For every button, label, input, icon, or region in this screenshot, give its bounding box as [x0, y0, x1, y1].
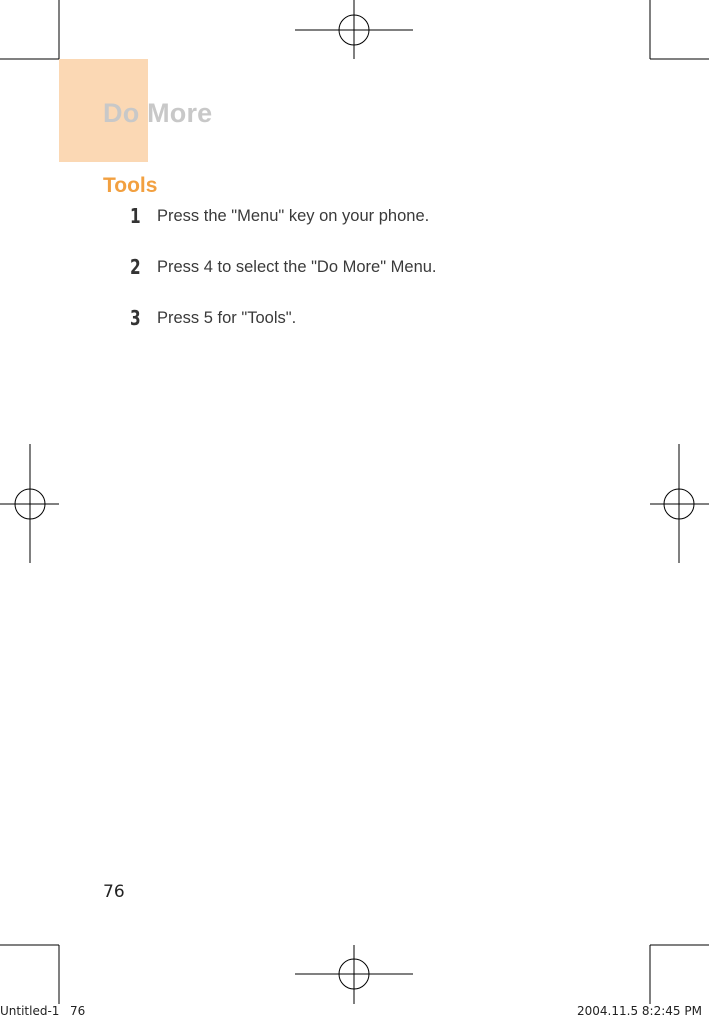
- registration-mark-top: [295, 0, 413, 59]
- registration-mark-left: [0, 444, 59, 563]
- page-number: 76: [103, 882, 125, 902]
- slug-timestamp: 2004.11.5 8:2:45 PM: [577, 1004, 702, 1018]
- slug-page: 76: [70, 1004, 86, 1018]
- step-number: 3: [130, 306, 141, 330]
- subsection-title: Tools: [103, 174, 158, 197]
- step-text: Press 4 to select the "Do More" Menu.: [157, 258, 437, 276]
- section-title: Do More: [103, 98, 213, 128]
- registration-mark-right: [650, 444, 709, 563]
- step-number: 1: [130, 204, 141, 228]
- slug-file-name: Untitled-1: [0, 1004, 60, 1018]
- step-text: Press the "Menu" key on your phone.: [157, 207, 430, 225]
- step-number: 2: [130, 255, 141, 279]
- step-text: Press 5 for "Tools".: [157, 309, 297, 327]
- registration-mark-bottom: [295, 945, 413, 1004]
